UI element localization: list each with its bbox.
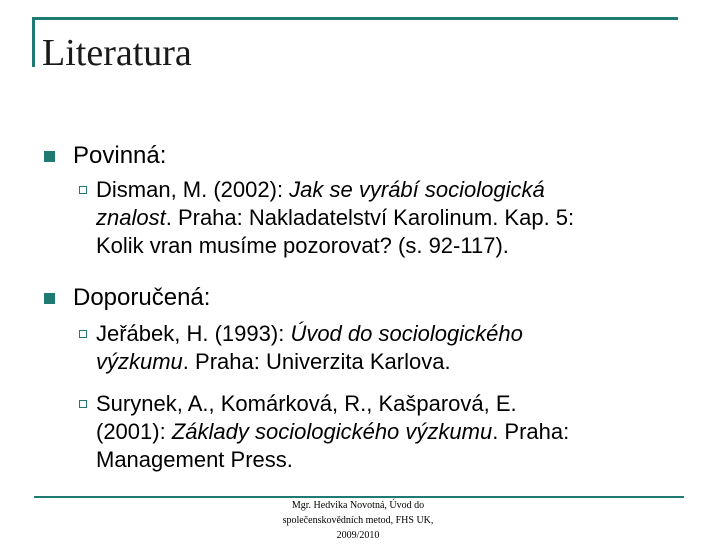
slide-footer: Mgr. Hedvika Novotná, Úvod do společenskovědních metod, FHS UK, 2009/2010	[282, 500, 434, 541]
section-heading: Doporučená:	[73, 284, 211, 311]
title-frame-top	[32, 17, 678, 20]
hollow-square-bullet-icon	[79, 186, 87, 194]
square-bullet-icon	[44, 151, 55, 162]
section-heading: Povinná:	[73, 142, 167, 169]
square-bullet-icon	[44, 293, 55, 304]
reference-text: Surynek, A., Komárková, R., Kašparová, E. (2001): Základy sociologického výzkumu. Praha: Management Press.	[96, 391, 570, 472]
hollow-square-bullet-icon	[79, 400, 87, 408]
slide-title: Literatura	[42, 32, 192, 74]
title-frame-left	[32, 17, 35, 67]
hollow-square-bullet-icon	[79, 330, 87, 338]
reference-text: Jeřábek, H. (1993): Úvod do sociologického výzkumu. Praha: Univerzita Karlova.	[96, 321, 523, 374]
reference-text: Disman, M. (2002): Jak se vyrábí sociologická znalost. Praha: Nakladatelství Karolinum. Kap. 5: Kolik vran musíme pozorovat? (s. 92-117).	[96, 177, 575, 258]
